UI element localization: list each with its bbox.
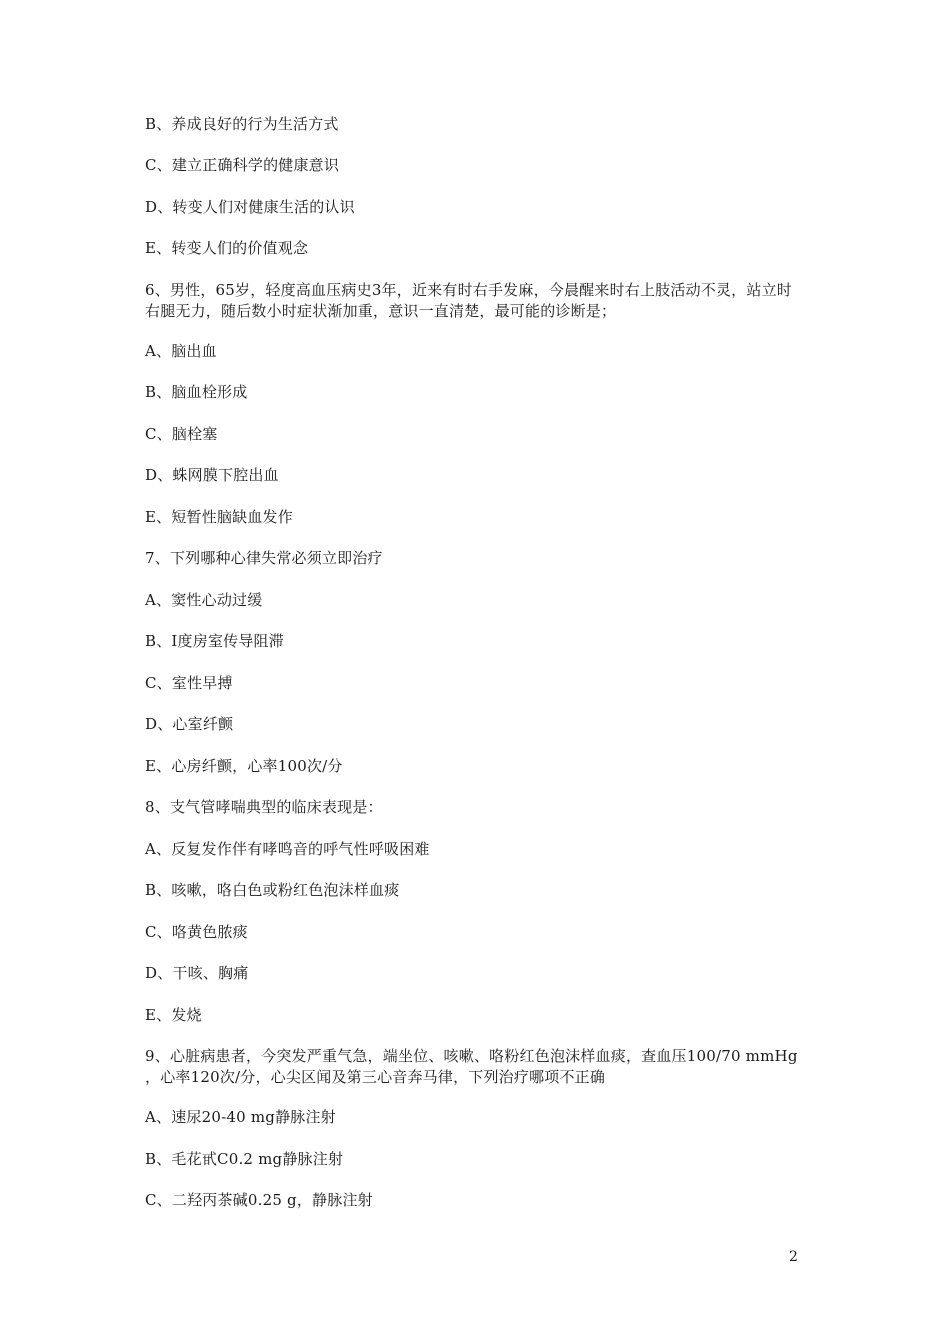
- option-5b: B、养成良好的行为生活方式: [145, 115, 339, 133]
- page-number: 2: [789, 1249, 798, 1265]
- option-6b: B、脑血栓形成: [145, 383, 248, 401]
- option-8c: C、咯黄色脓痰: [145, 923, 248, 941]
- option-6c: C、脑栓塞: [145, 425, 218, 443]
- option-5e: E、转变人们的价值观念: [145, 239, 309, 257]
- question-8: 8、支气管哮喘典型的临床表现是：: [145, 798, 383, 816]
- option-8e: E、发烧: [145, 1006, 202, 1024]
- question-9: 9、心脏病患者，今突发严重气急，端坐位、咳嗽、咯粉红色泡沫样血痰，查血压100/70 mmHg ，心率120次/分，心尖区闻及第三心音奔马律，下列治疗哪项不正确: [145, 1047, 798, 1086]
- option-6d: D、蛛网膜下腔出血: [145, 466, 279, 484]
- option-7b: B、I度房室传导阻滞: [145, 632, 284, 650]
- option-5c: C、建立正确科学的健康意识: [145, 156, 340, 174]
- option-9b: B、毛花甙C0.2 mg静脉注射: [145, 1150, 344, 1168]
- option-9a: A、速尿20-40 mg静脉注射: [145, 1108, 336, 1126]
- question-6: 6、男性，65岁，轻度高血压病史3年，近来有时右手发麻，今晨醒来时右上肢活动不灵，站立时右腿无力，随后数小时症状渐加重，意识一直清楚，最可能的诊断是；: [145, 281, 792, 320]
- option-9c: C、二羟丙茶碱0.25 g，静脉注射: [145, 1191, 373, 1209]
- option-7e: E、心房纤颤，心率100次/分: [145, 757, 343, 775]
- option-5d: D、转变人们对健康生活的认识: [145, 198, 355, 216]
- option-7c: C、室性早搏: [145, 674, 233, 692]
- option-7a: A、窦性心动过缓: [145, 591, 263, 609]
- option-8d: D、干咳、胸痛: [145, 964, 249, 982]
- option-6e: E、短暂性脑缺血发作: [145, 508, 293, 526]
- option-6a: A、脑出血: [145, 342, 217, 360]
- option-8a: A、反复发作伴有哮鸣音的呼气性呼吸困难: [145, 840, 430, 858]
- option-8b: B、咳嗽，咯白色或粉红色泡沫样血痰: [145, 881, 400, 899]
- option-7d: D、心室纤颤: [145, 715, 234, 733]
- question-7: 7、下列哪种心律失常必须立即治疗: [145, 549, 383, 567]
